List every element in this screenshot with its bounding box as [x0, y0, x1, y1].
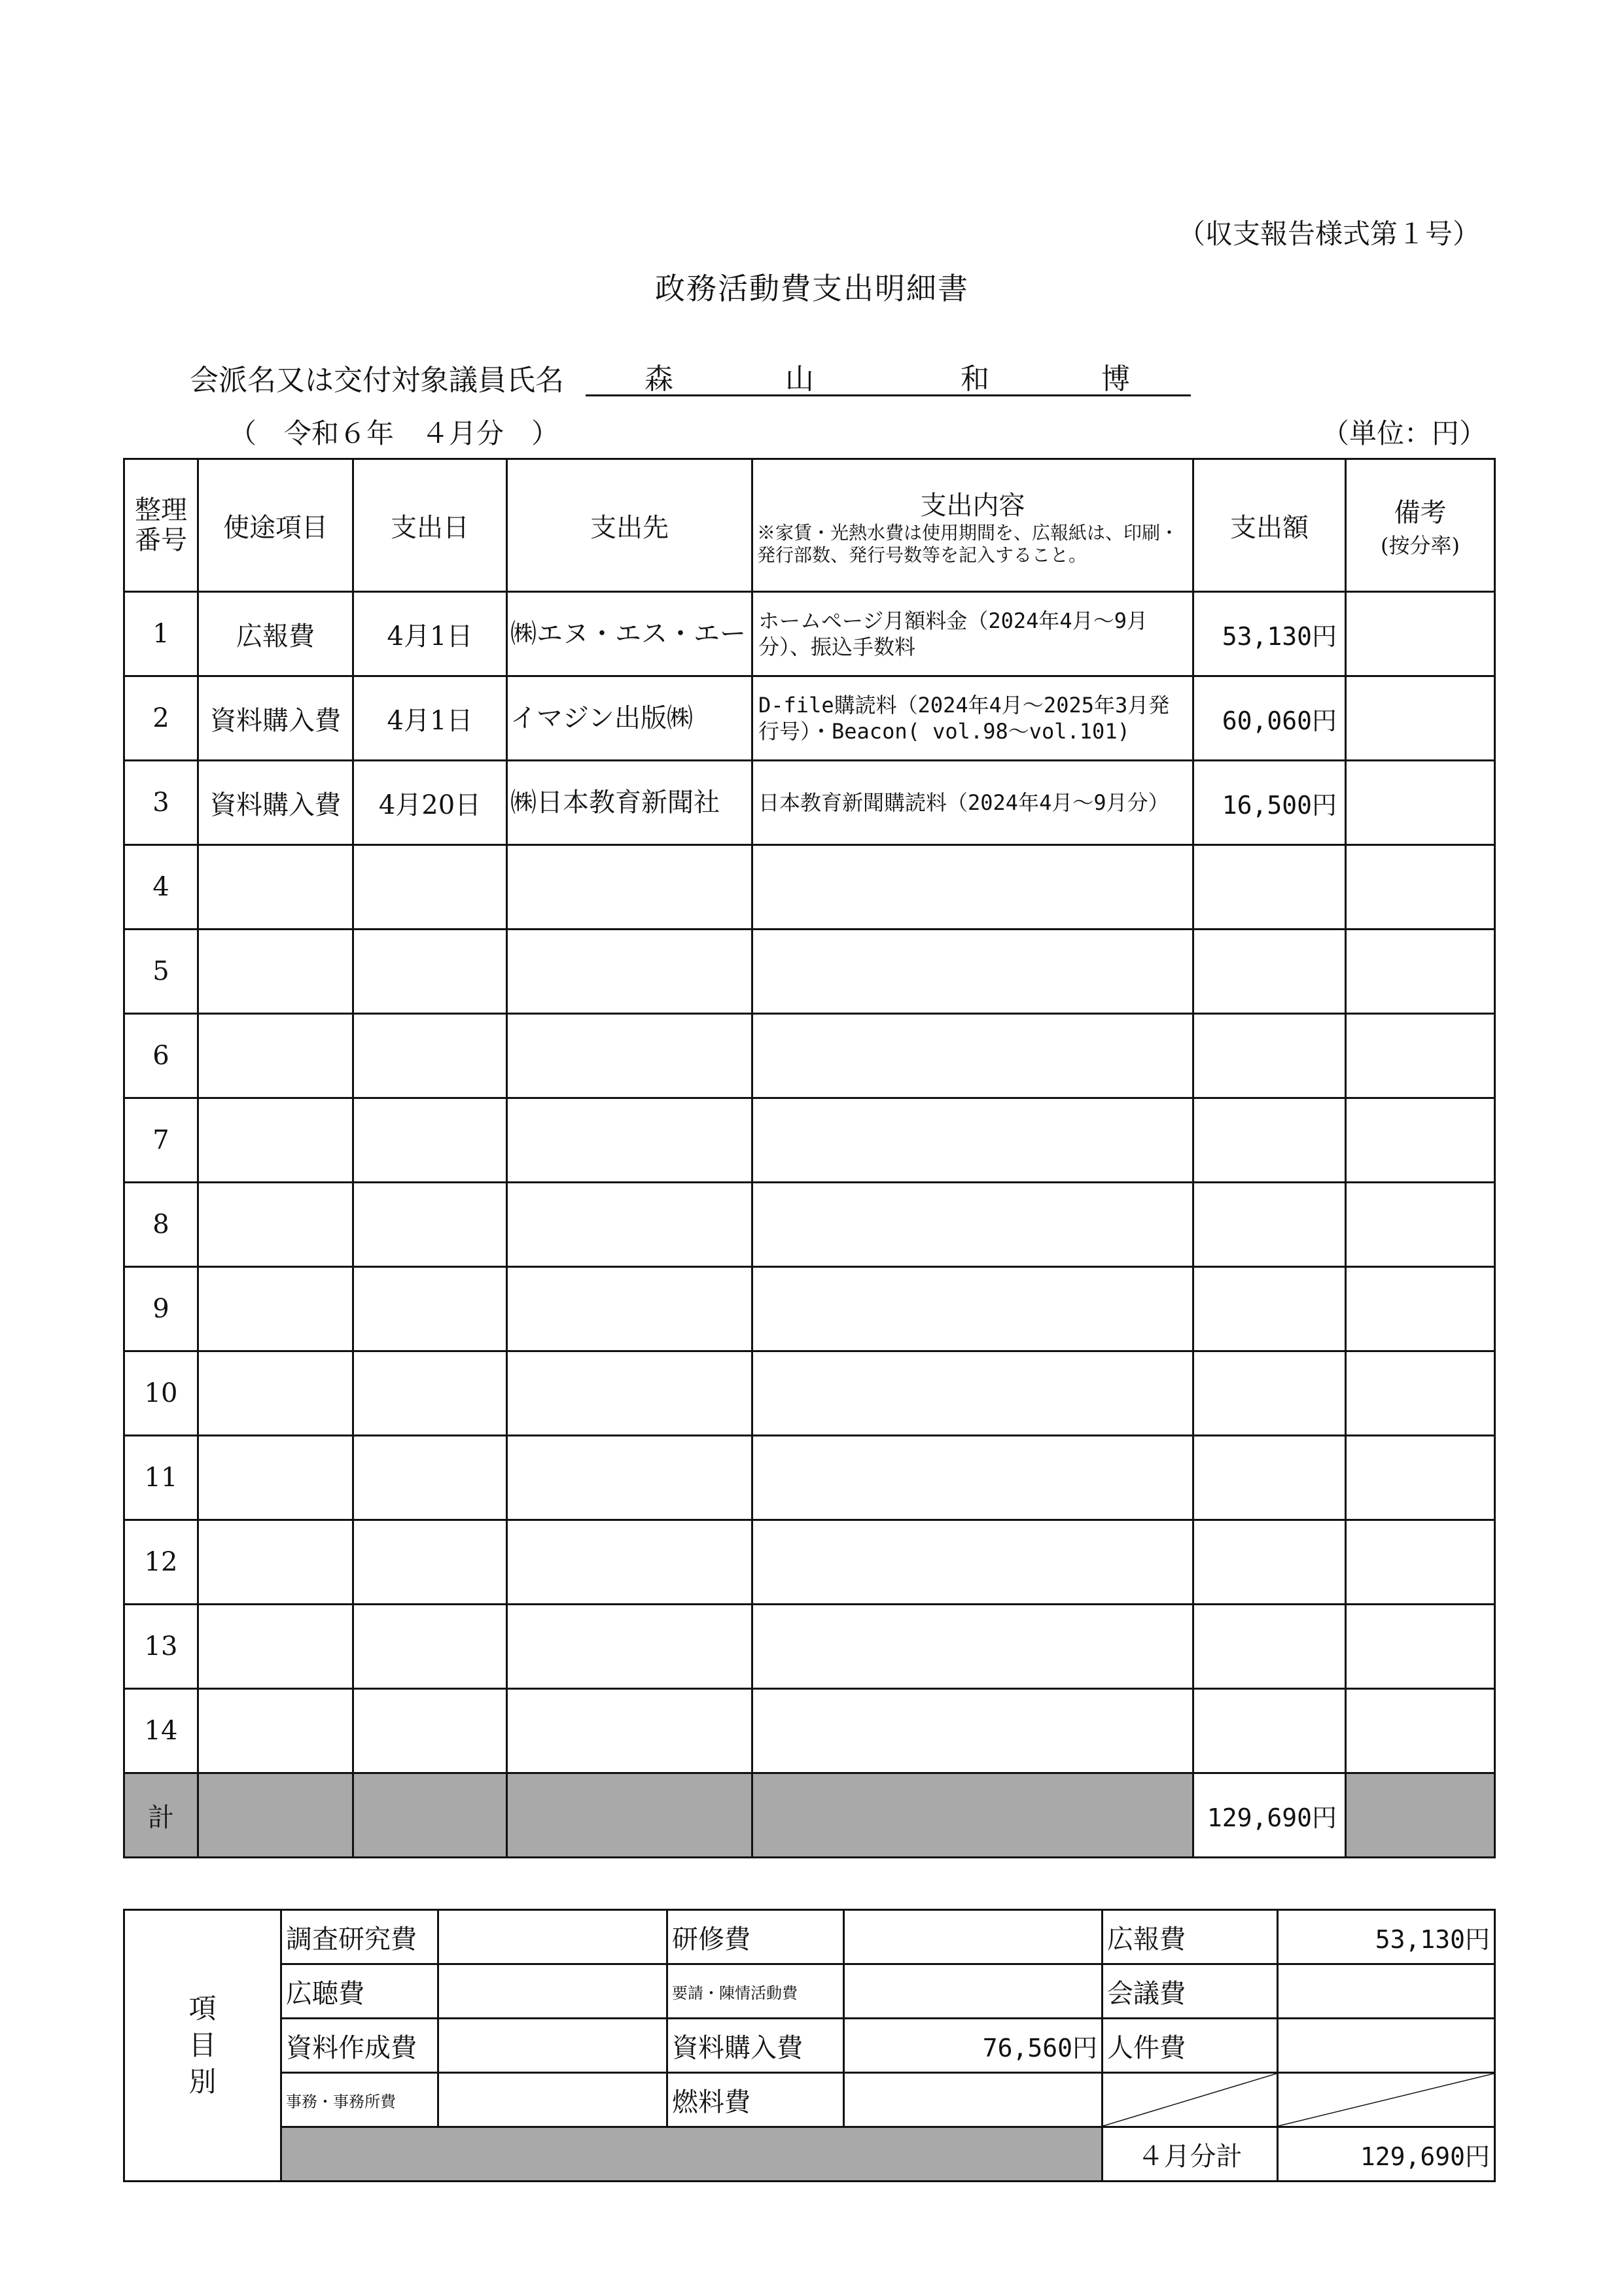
- summary-value: [844, 2073, 1103, 2127]
- summary-value: [438, 1910, 667, 1964]
- row-number: 8: [124, 1183, 198, 1267]
- name-underline: [586, 394, 1191, 396]
- summary-label: 広聴費: [281, 1964, 438, 2019]
- row-number: 10: [124, 1351, 198, 1436]
- row-content: [752, 930, 1193, 1014]
- row-category: [198, 1183, 353, 1267]
- table-row: [124, 1520, 1495, 1605]
- row-amount: [1193, 1183, 1346, 1267]
- row-remarks: [1346, 676, 1495, 761]
- summary-value: [438, 1964, 667, 2019]
- table-row: [124, 1351, 1495, 1436]
- row-payee: [507, 930, 752, 1014]
- table-row: [124, 1436, 1495, 1520]
- header-number: 整理番号: [124, 459, 198, 592]
- row-payee: [507, 845, 752, 930]
- row-number: 12: [124, 1520, 198, 1605]
- row-amount: [1193, 1605, 1346, 1689]
- row-payee: [507, 1098, 752, 1183]
- table-row: [124, 930, 1495, 1014]
- row-date: 4月20日: [353, 761, 507, 845]
- row-payee: イマジン出版㈱: [507, 676, 752, 761]
- row-number: 5: [124, 930, 198, 1014]
- row-remarks: [1346, 1436, 1495, 1520]
- row-category: 資料購入費: [198, 676, 353, 761]
- header-category: 使途項目: [198, 459, 353, 592]
- member-name-char: 和: [961, 362, 989, 396]
- total-label: 計: [124, 1773, 198, 1858]
- row-category: [198, 1098, 353, 1183]
- member-name-char: 森: [644, 362, 673, 396]
- row-payee: [507, 1520, 752, 1605]
- row-remarks: [1346, 592, 1495, 676]
- table-header-row: [124, 459, 1495, 592]
- row-date: [353, 1436, 507, 1520]
- row-date: 4月1日: [353, 676, 507, 761]
- summary-label: 資料購入費: [667, 2019, 844, 2073]
- total-empty-cell: [198, 1773, 353, 1858]
- row-number: 14: [124, 1689, 198, 1773]
- summary-label: 要請・陳情活動費: [667, 1964, 844, 2019]
- summary-value: [844, 1964, 1103, 2019]
- row-amount: 60,060円: [1193, 676, 1346, 761]
- period: （ 令和６年 ４月分 ）: [229, 417, 559, 449]
- row-date: [353, 1267, 507, 1351]
- total-row: [124, 1773, 1495, 1858]
- row-category: [198, 1351, 353, 1436]
- row-date: [353, 930, 507, 1014]
- summary-label: 事務・事務所費: [281, 2073, 438, 2127]
- month-total-value: 129,690円: [1278, 2127, 1495, 2182]
- row-amount: [1193, 845, 1346, 930]
- row-number: 13: [124, 1605, 198, 1689]
- row-number: 9: [124, 1267, 198, 1351]
- row-content: [752, 845, 1193, 930]
- row-content: [752, 1183, 1193, 1267]
- summary-side-label: [124, 1910, 281, 2182]
- member-label: 会派名又は交付対象議員氏名: [190, 364, 564, 397]
- table-row: [124, 1183, 1495, 1267]
- row-category: [198, 1267, 353, 1351]
- row-date: [353, 1520, 507, 1605]
- header-date: 支出日: [353, 459, 507, 592]
- side-label-char: 別: [188, 2066, 217, 2098]
- row-category: [198, 930, 353, 1014]
- member-name-char: 博: [1101, 362, 1130, 396]
- row-number: 7: [124, 1098, 198, 1183]
- summary-value: [844, 1910, 1103, 1964]
- row-remarks: [1346, 1351, 1495, 1436]
- total-empty-cell: [1346, 1773, 1495, 1858]
- row-remarks: [1346, 1520, 1495, 1605]
- row-date: [353, 1183, 507, 1267]
- row-date: [353, 1689, 507, 1773]
- row-amount: [1193, 1014, 1346, 1098]
- side-label-char: 項: [188, 1992, 217, 2025]
- table-row: [124, 1098, 1495, 1183]
- row-remarks: [1346, 845, 1495, 930]
- row-payee: ㈱エヌ・エス・エー: [507, 592, 752, 676]
- page-title: 政務活動費支出明細書: [655, 271, 969, 306]
- header-content-note: ※家賃・光熱水費は使用期間を、広報紙は、印刷・発行部数、発行号数等を記入すること。: [757, 521, 1179, 566]
- total-empty-cell: [752, 1773, 1193, 1858]
- row-content: D-file購読料（2024年4月～2025年3月発行号）・Beacon( vol.98～vol.101): [752, 676, 1193, 761]
- row-category: [198, 1605, 353, 1689]
- row-number: 2: [124, 676, 198, 761]
- row-date: [353, 1014, 507, 1098]
- row-amount: [1193, 930, 1346, 1014]
- row-category: [198, 1520, 353, 1605]
- table-row: [124, 1605, 1495, 1689]
- row-content: [752, 1267, 1193, 1351]
- summary-value: [438, 2073, 667, 2127]
- row-date: [353, 1098, 507, 1183]
- row-category: 資料購入費: [198, 761, 353, 845]
- row-category: 広報費: [198, 592, 353, 676]
- row-content: [752, 1520, 1193, 1605]
- member-name-char: 山: [785, 362, 814, 396]
- diagonal-cell: [1103, 2073, 1278, 2127]
- row-amount: [1193, 1351, 1346, 1436]
- table-row: [124, 1014, 1495, 1098]
- summary-label: 資料作成費: [281, 2019, 438, 2073]
- row-payee: [507, 1014, 752, 1098]
- row-remarks: [1346, 1014, 1495, 1098]
- header-payee: 支出先: [507, 459, 752, 592]
- summary-gray-cell: [281, 2127, 1103, 2182]
- row-category: [198, 1436, 353, 1520]
- expense-table: [123, 458, 1496, 1858]
- row-amount: [1193, 1436, 1346, 1520]
- table-row: [124, 676, 1495, 761]
- month-total-label: ４月分計: [1103, 2127, 1278, 2182]
- table-row: [124, 1267, 1495, 1351]
- summary-label: 人件費: [1103, 2019, 1278, 2073]
- row-content: ホームページ月額料金（2024年4月～9月分）、振込手数料: [752, 592, 1193, 676]
- row-number: 1: [124, 592, 198, 676]
- row-amount: 53,130円: [1193, 592, 1346, 676]
- row-payee: [507, 1183, 752, 1267]
- row-amount: 16,500円: [1193, 761, 1346, 845]
- form-number: （収支報告様式第１号）: [1178, 218, 1481, 250]
- row-content: [752, 1014, 1193, 1098]
- summary-value: 76,560円: [844, 2019, 1103, 2073]
- row-number: 4: [124, 845, 198, 930]
- row-date: [353, 1605, 507, 1689]
- row-remarks: [1346, 761, 1495, 845]
- row-remarks: [1346, 1605, 1495, 1689]
- row-payee: ㈱日本教育新聞社: [507, 761, 752, 845]
- row-remarks: [1346, 1098, 1495, 1183]
- row-content: 日本教育新聞購読料（2024年4月～9月分）: [752, 761, 1193, 845]
- summary-label: 燃料費: [667, 2073, 844, 2127]
- header-remarks: [1346, 459, 1495, 592]
- row-payee: [507, 1351, 752, 1436]
- row-payee: [507, 1267, 752, 1351]
- row-content: [752, 1689, 1193, 1773]
- summary-table: [123, 1909, 1496, 2182]
- row-category: [198, 1014, 353, 1098]
- unit-label: （単位：円）: [1322, 417, 1487, 449]
- total-empty-cell: [353, 1773, 507, 1858]
- summary-label: 会議費: [1103, 1964, 1278, 2019]
- header-remarks-title: 備考: [1394, 497, 1447, 528]
- table-row: [124, 761, 1495, 845]
- row-payee: [507, 1436, 752, 1520]
- row-content: [752, 1436, 1193, 1520]
- summary-value: [1278, 2019, 1495, 2073]
- row-number: 3: [124, 761, 198, 845]
- row-date: 4月1日: [353, 592, 507, 676]
- summary-value: [438, 2019, 667, 2073]
- row-payee: [507, 1689, 752, 1773]
- row-category: [198, 1689, 353, 1773]
- table-row: [124, 845, 1495, 930]
- summary-label: 調査研究費: [281, 1910, 438, 1964]
- summary-label: 広報費: [1103, 1910, 1278, 1964]
- row-date: [353, 1351, 507, 1436]
- row-payee: [507, 1605, 752, 1689]
- table-row: [124, 592, 1495, 676]
- row-amount: [1193, 1098, 1346, 1183]
- row-content: [752, 1605, 1193, 1689]
- row-remarks: [1346, 1689, 1495, 1773]
- row-number: 11: [124, 1436, 198, 1520]
- header-amount: 支出額: [1193, 459, 1346, 592]
- row-date: [353, 845, 507, 930]
- row-remarks: [1346, 930, 1495, 1014]
- row-content: [752, 1351, 1193, 1436]
- row-content: [752, 1098, 1193, 1183]
- row-remarks: [1346, 1267, 1495, 1351]
- row-category: [198, 845, 353, 930]
- header-remarks-sub: (按分率): [1381, 532, 1460, 558]
- summary-label: 研修費: [667, 1910, 844, 1964]
- summary-value: 53,130円: [1278, 1910, 1495, 1964]
- total-empty-cell: [507, 1773, 752, 1858]
- header-content-title: 支出内容: [920, 490, 1025, 521]
- total-amount: 129,690円: [1193, 1773, 1346, 1858]
- row-amount: [1193, 1267, 1346, 1351]
- header-content: [752, 459, 1193, 592]
- side-label-char: 目: [188, 2029, 217, 2061]
- row-amount: [1193, 1689, 1346, 1773]
- row-amount: [1193, 1520, 1346, 1605]
- row-remarks: [1346, 1183, 1495, 1267]
- row-number: 6: [124, 1014, 198, 1098]
- diagonal-cell: [1278, 2073, 1495, 2127]
- table-row: [124, 1689, 1495, 1773]
- summary-value: [1278, 1964, 1495, 2019]
